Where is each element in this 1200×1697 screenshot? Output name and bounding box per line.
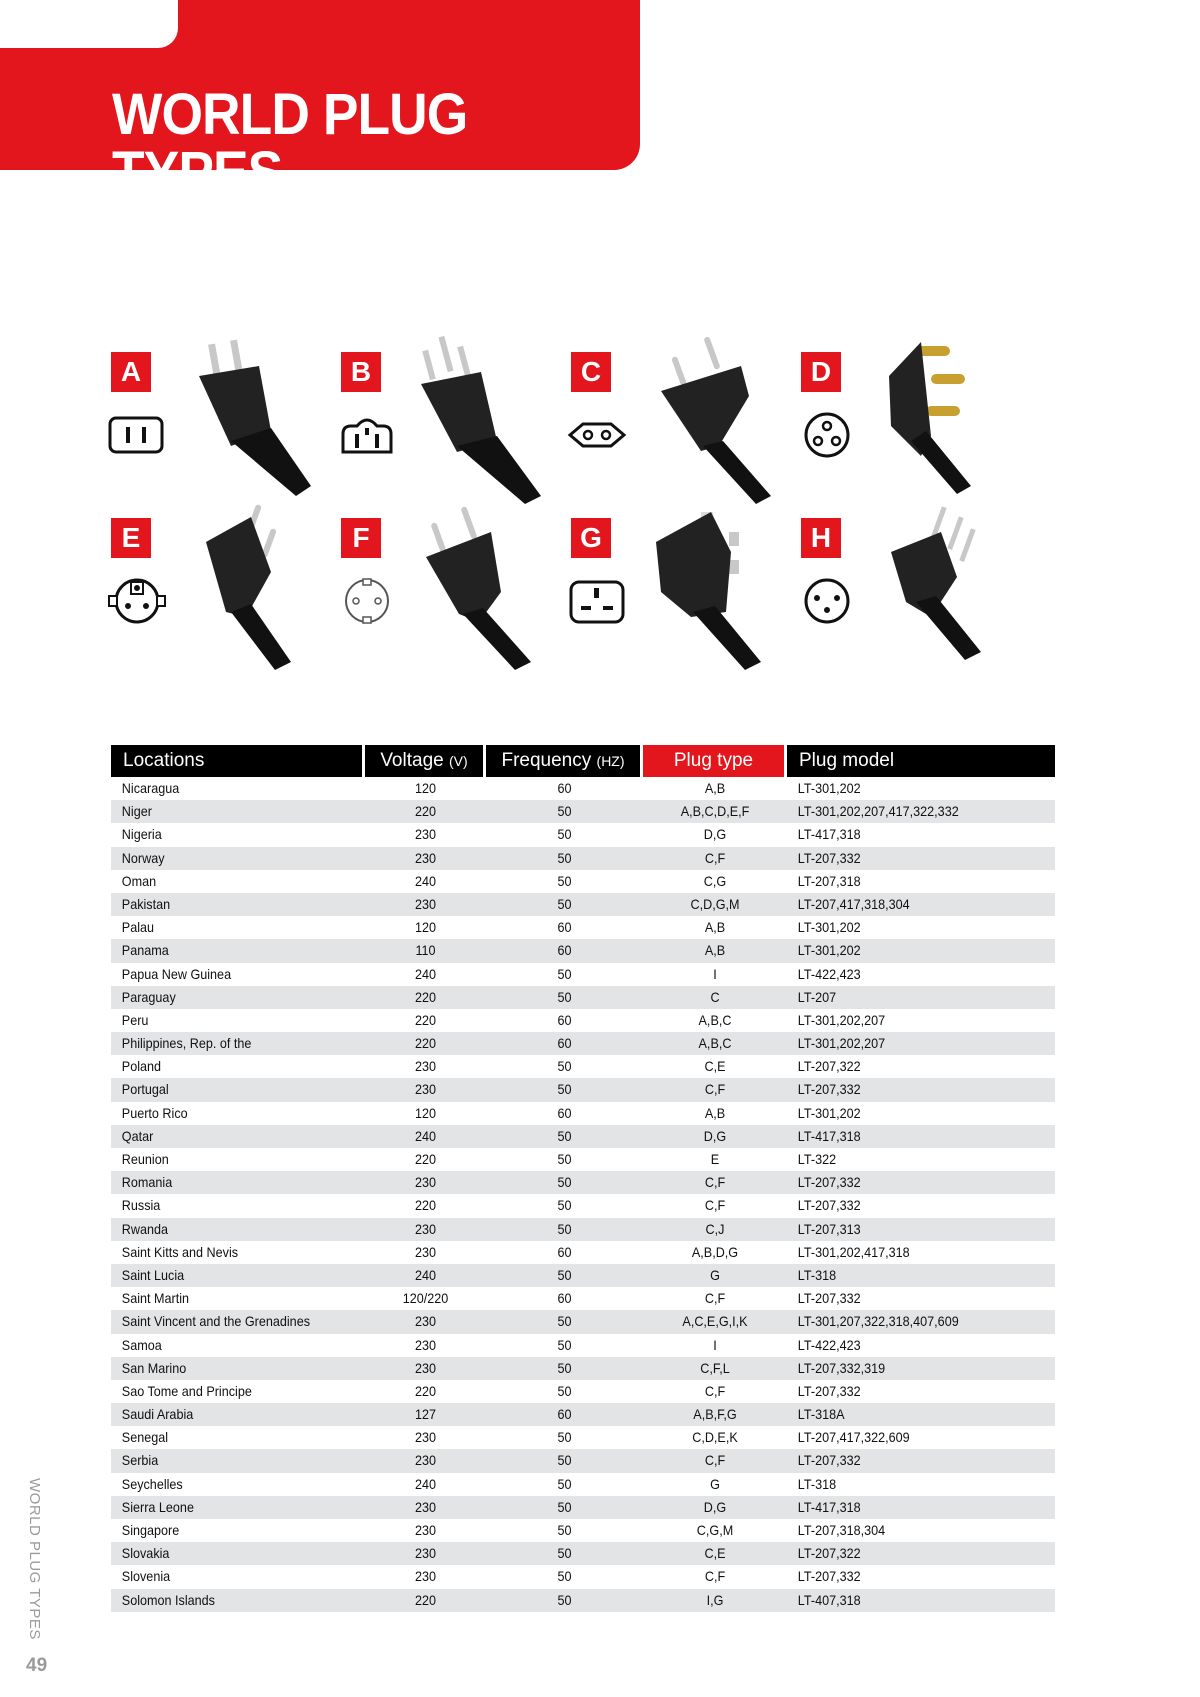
cell-location: Portugal xyxy=(121,1081,169,1098)
plug-h-photo xyxy=(861,502,1011,672)
table-row xyxy=(111,939,1055,962)
cell-plug-model: LT-417,318 xyxy=(797,826,861,843)
cell-location: Rwanda xyxy=(121,1220,169,1237)
cell-location: Saint Martin xyxy=(121,1290,190,1307)
table-row xyxy=(111,1589,1055,1612)
cell-voltage: 220 xyxy=(414,1011,437,1028)
plug-b-photo xyxy=(401,336,551,506)
plug-type-g xyxy=(571,518,791,678)
table-row xyxy=(111,1125,1055,1148)
cell-frequency: 50 xyxy=(557,895,572,912)
table-row xyxy=(111,823,1055,846)
cell-location: Saint Kitts and Nevis xyxy=(121,1243,239,1260)
cell-location: Panama xyxy=(121,942,169,959)
table-row xyxy=(111,1171,1055,1194)
cell-frequency: 50 xyxy=(557,1127,572,1144)
cell-frequency: 50 xyxy=(557,1058,572,1075)
cell-frequency: 50 xyxy=(557,1197,572,1214)
cell-frequency: 50 xyxy=(557,826,572,843)
table-row xyxy=(111,1102,1055,1125)
socket-b-icon xyxy=(337,410,397,460)
cell-plug-type: C,F xyxy=(704,1081,726,1098)
cell-frequency: 60 xyxy=(557,1035,572,1052)
cell-plug-type: C,J xyxy=(705,1220,725,1237)
plug-type-c xyxy=(571,352,791,512)
cell-plug-model: LT-207,332 xyxy=(797,1452,861,1469)
cell-plug-type: D,G xyxy=(703,1127,727,1144)
cell-frequency: 60 xyxy=(557,1243,572,1260)
cell-voltage: 230 xyxy=(414,1336,437,1353)
cell-plug-model: LT-301,207,322,318,407,609 xyxy=(797,1313,959,1330)
plug-type-h xyxy=(801,518,1021,678)
cell-plug-model: LT-318 xyxy=(797,1475,837,1492)
cell-plug-model: LT-301,202,417,318 xyxy=(797,1243,910,1260)
cell-frequency: 50 xyxy=(557,1568,572,1585)
cell-plug-type: C,D,E,K xyxy=(692,1429,738,1446)
plug-d-photo xyxy=(861,336,1011,506)
cell-plug-model: LT-207,332 xyxy=(797,1197,861,1214)
plug-letter-e: E xyxy=(111,518,151,558)
cell-plug-type: C,F xyxy=(704,849,726,866)
banner-notch xyxy=(0,0,178,48)
cell-frequency: 50 xyxy=(557,849,572,866)
cell-voltage: 110 xyxy=(415,942,436,959)
cell-plug-model: LT-301,202,207,417,322,332 xyxy=(797,803,959,820)
cell-plug-type: A,B,F,G xyxy=(693,1406,737,1423)
cell-voltage: 230 xyxy=(414,1429,437,1446)
cell-location: Slovenia xyxy=(121,1568,171,1585)
plug-letter-f: F xyxy=(341,518,381,558)
cell-frequency: 50 xyxy=(557,1359,572,1376)
plug-c-photo xyxy=(631,336,781,506)
cell-plug-type: C,E xyxy=(704,1058,726,1075)
cell-voltage: 220 xyxy=(414,1151,437,1167)
cell-location: Oman xyxy=(121,872,157,889)
cell-plug-model: LT-322 xyxy=(797,1151,837,1167)
cell-plug-type: I xyxy=(713,965,717,982)
cell-voltage: 230 xyxy=(414,1058,437,1075)
cell-voltage: 220 xyxy=(414,1382,437,1399)
cell-frequency: 50 xyxy=(557,1475,572,1492)
cell-plug-model: LT-301,202,207 xyxy=(797,1011,886,1028)
plug-letter-b: B xyxy=(341,352,381,392)
cell-voltage: 240 xyxy=(414,872,437,889)
cell-location: Singapore xyxy=(121,1522,180,1538)
cell-plug-model: LT-318 xyxy=(797,1266,837,1283)
cell-location: Sierra Leone xyxy=(121,1498,194,1515)
cell-plug-model: LT-207,332 xyxy=(797,1081,861,1098)
cell-voltage: 230 xyxy=(414,1081,437,1098)
plug-letter-h: H xyxy=(801,518,841,558)
cell-plug-model: LT-301,202 xyxy=(797,1104,861,1121)
cell-plug-model: LT-301,202 xyxy=(797,780,861,796)
cell-voltage: 240 xyxy=(414,1266,437,1283)
plug-f-photo xyxy=(401,502,551,672)
cell-plug-model: LT-207,322 xyxy=(797,1545,861,1562)
cell-plug-type: I,G xyxy=(706,1591,724,1608)
cell-voltage: 120 xyxy=(414,1104,437,1121)
cell-voltage: 220 xyxy=(414,803,437,820)
socket-g-icon xyxy=(567,576,627,626)
cell-plug-model: LT-422,423 xyxy=(797,1336,861,1353)
table-row xyxy=(111,1542,1055,1565)
cell-plug-type: C,F xyxy=(704,1290,726,1307)
cell-frequency: 50 xyxy=(557,1313,572,1330)
cell-plug-model: LT-207,332 xyxy=(797,1174,861,1191)
cell-plug-type: A,B xyxy=(704,919,726,936)
cell-location: Samoa xyxy=(121,1336,162,1353)
table-row xyxy=(111,1426,1055,1449)
cell-frequency: 50 xyxy=(557,1591,572,1608)
cell-frequency: 50 xyxy=(557,1151,572,1167)
plug-a-photo xyxy=(171,336,321,506)
cell-location: Reunion xyxy=(121,1151,169,1167)
cell-voltage: 230 xyxy=(414,1243,437,1260)
cell-frequency: 50 xyxy=(557,965,572,982)
cell-frequency: 60 xyxy=(557,1406,572,1423)
header-banner xyxy=(0,0,640,205)
cell-location: Romania xyxy=(121,1174,173,1191)
table-header xyxy=(111,745,1055,777)
cell-frequency: 50 xyxy=(557,1081,572,1098)
cell-frequency: 50 xyxy=(557,1498,572,1515)
cell-plug-type: A,B xyxy=(704,1104,726,1121)
cell-frequency: 50 xyxy=(557,1545,572,1562)
cell-plug-type: A,B,C,D,E,F xyxy=(680,803,750,820)
header-frequency: Frequency (HZ) xyxy=(486,745,643,777)
cell-voltage: 120 xyxy=(414,780,437,796)
cell-plug-type: C,F xyxy=(704,1174,726,1191)
cell-frequency: 50 xyxy=(557,988,572,1005)
cell-location: Pakistan xyxy=(121,895,171,912)
cell-plug-model: LT-417,318 xyxy=(797,1498,861,1515)
cell-frequency: 50 xyxy=(557,1220,572,1237)
plug-type-a xyxy=(111,352,331,512)
cell-frequency: 50 xyxy=(557,872,572,889)
header-plug-type: Plug type xyxy=(643,745,787,777)
table-row xyxy=(111,1009,1055,1032)
cell-plug-type: C,F xyxy=(704,1452,726,1469)
cell-frequency: 60 xyxy=(557,780,572,796)
cell-plug-type: I xyxy=(713,1336,717,1353)
socket-c-icon xyxy=(567,410,627,460)
cell-plug-type: C,D,G,M xyxy=(690,895,740,912)
cell-voltage: 230 xyxy=(414,1498,437,1515)
table-row xyxy=(111,893,1055,916)
socket-h-icon xyxy=(797,576,857,626)
table-row xyxy=(111,1357,1055,1380)
cell-plug-model: LT-207,313 xyxy=(797,1220,861,1237)
cell-plug-model: LT-422,423 xyxy=(797,965,861,982)
cell-frequency: 60 xyxy=(557,919,572,936)
cell-location: Philippines, Rep. of the xyxy=(121,1035,252,1052)
cell-plug-model: LT-207,318,304 xyxy=(797,1522,886,1538)
table-row xyxy=(111,916,1055,939)
cell-plug-model: LT-207,417,322,609 xyxy=(797,1429,910,1446)
cell-frequency: 50 xyxy=(557,1429,572,1446)
cell-plug-model: LT-207,332 xyxy=(797,1568,861,1585)
cell-plug-model: LT-207,332 xyxy=(797,1382,861,1399)
table-row xyxy=(111,1449,1055,1472)
header-voltage: Voltage (V) xyxy=(365,745,486,777)
plug-e-photo xyxy=(171,502,321,672)
cell-location: Niger xyxy=(121,803,152,820)
cell-frequency: 50 xyxy=(557,1382,572,1399)
socket-e-icon xyxy=(107,576,167,626)
cell-voltage: 240 xyxy=(414,1127,437,1144)
table-row xyxy=(111,777,1055,800)
cell-plug-type: G xyxy=(710,1475,720,1492)
plug-type-b xyxy=(341,352,561,512)
cell-voltage: 240 xyxy=(414,965,437,982)
cell-plug-type: A,C,E,G,I,K xyxy=(682,1313,748,1330)
cell-location: Serbia xyxy=(121,1452,159,1469)
cell-plug-model: LT-207,417,318,304 xyxy=(797,895,910,912)
cell-frequency: 50 xyxy=(557,803,572,820)
cell-plug-model: LT-207,318 xyxy=(797,872,861,889)
cell-plug-type: A,B xyxy=(704,942,726,959)
cell-plug-type: A,B,C xyxy=(698,1035,732,1052)
table-row xyxy=(111,870,1055,893)
table-row xyxy=(111,1078,1055,1101)
cell-frequency: 60 xyxy=(557,1011,572,1028)
cell-plug-type: A,B,C xyxy=(698,1011,732,1028)
cell-location: Saint Lucia xyxy=(121,1266,185,1283)
table-row xyxy=(111,963,1055,986)
plug-letter-d: D xyxy=(801,352,841,392)
cell-location: Papua New Guinea xyxy=(121,965,232,982)
cell-location: Saudi Arabia xyxy=(121,1406,194,1423)
cell-location: Qatar xyxy=(121,1127,154,1144)
cell-plug-type: D,G xyxy=(703,1498,727,1515)
table-row xyxy=(111,1473,1055,1496)
cell-plug-type: C,G,M xyxy=(696,1522,734,1538)
header-plug-model: Plug model xyxy=(787,745,1055,777)
cell-frequency: 50 xyxy=(557,1336,572,1353)
cell-plug-type: C,E xyxy=(704,1545,726,1562)
cell-voltage: 230 xyxy=(414,1545,437,1562)
cell-location: Paraguay xyxy=(121,988,176,1005)
cell-plug-type: C xyxy=(710,988,720,1005)
cell-plug-type: D,G xyxy=(703,826,727,843)
cell-frequency: 50 xyxy=(557,1266,572,1283)
cell-location: Slovakia xyxy=(121,1545,170,1562)
cell-plug-model: LT-318A xyxy=(797,1406,845,1423)
table-row xyxy=(111,1496,1055,1519)
socket-a-icon xyxy=(107,410,167,460)
cell-location: Russia xyxy=(121,1197,161,1214)
cell-plug-type: C,F,L xyxy=(700,1359,730,1376)
cell-plug-model: LT-301,202,207 xyxy=(797,1035,886,1052)
cell-plug-type: C,F xyxy=(704,1568,726,1585)
cell-voltage: 220 xyxy=(414,1035,437,1052)
cell-plug-model: LT-207,332 xyxy=(797,849,861,866)
cell-plug-type: E xyxy=(710,1151,720,1167)
cell-voltage: 230 xyxy=(414,1174,437,1191)
cell-location: Sao Tome and Principe xyxy=(121,1382,252,1399)
cell-voltage: 230 xyxy=(414,1568,437,1585)
cell-plug-model: LT-417,318 xyxy=(797,1127,861,1144)
cell-plug-type: C,F xyxy=(704,1382,726,1399)
socket-d-icon xyxy=(797,410,857,460)
cell-location: Puerto Rico xyxy=(121,1104,188,1121)
cell-location: Nicaragua xyxy=(121,780,180,796)
cell-voltage: 230 xyxy=(414,1452,437,1469)
cell-plug-type: C,F xyxy=(704,1197,726,1214)
table-row xyxy=(111,986,1055,1009)
cell-plug-type: A,B,D,G xyxy=(691,1243,739,1260)
socket-f-icon xyxy=(337,576,397,626)
cell-voltage: 220 xyxy=(414,1197,437,1214)
cell-location: Nigeria xyxy=(121,826,162,843)
cell-plug-type: C,G xyxy=(703,872,727,889)
cell-voltage: 230 xyxy=(414,849,437,866)
cell-voltage: 240 xyxy=(414,1475,437,1492)
cell-location: Poland xyxy=(121,1058,162,1075)
table-row xyxy=(111,1403,1055,1426)
header-locations: Locations xyxy=(111,745,365,777)
cell-frequency: 60 xyxy=(557,942,572,959)
cell-voltage: 230 xyxy=(414,1220,437,1237)
cell-voltage: 120/220 xyxy=(402,1290,449,1307)
cell-voltage: 220 xyxy=(414,1591,437,1608)
plug-type-d xyxy=(801,352,1021,512)
table-row xyxy=(111,1565,1055,1588)
cell-plug-model: LT-207,332 xyxy=(797,1290,861,1307)
plug-letter-c: C xyxy=(571,352,611,392)
cell-voltage: 220 xyxy=(414,988,437,1005)
table-row xyxy=(111,1264,1055,1287)
cell-voltage: 230 xyxy=(414,1359,437,1376)
cell-plug-model: LT-207,322 xyxy=(797,1058,861,1075)
cell-location: Norway xyxy=(121,849,165,866)
table-row xyxy=(111,1218,1055,1241)
cell-plug-type: A,B xyxy=(704,780,726,796)
cell-plug-model: LT-207,332,319 xyxy=(797,1359,886,1376)
cell-plug-model: LT-301,202 xyxy=(797,919,861,936)
table-row xyxy=(111,1194,1055,1217)
cell-location: Seychelles xyxy=(121,1475,183,1492)
plug-letter-g: G xyxy=(571,518,611,558)
plug-letter-a: A xyxy=(111,352,151,392)
cell-location: Solomon Islands xyxy=(121,1591,215,1608)
cell-location: Senegal xyxy=(121,1429,169,1446)
table-row xyxy=(111,1287,1055,1310)
cell-voltage: 127 xyxy=(414,1406,437,1423)
table-row xyxy=(111,1055,1055,1078)
cell-location: Peru xyxy=(121,1011,149,1028)
cell-plug-model: LT-407,318 xyxy=(797,1591,861,1608)
table-row xyxy=(111,800,1055,823)
cell-voltage: 230 xyxy=(414,1522,437,1538)
cell-voltage: 230 xyxy=(414,1313,437,1330)
table-row xyxy=(111,1148,1055,1171)
page-title: WORLD PLUG TYPES xyxy=(112,82,468,205)
table-row xyxy=(111,1380,1055,1403)
plug-type-f xyxy=(341,518,561,678)
cell-location: Palau xyxy=(121,919,155,936)
table-row xyxy=(111,1334,1055,1357)
plug-g-photo xyxy=(631,502,781,672)
table-row xyxy=(111,1519,1055,1542)
page-number: 49 xyxy=(26,1655,48,1676)
cell-frequency: 60 xyxy=(557,1104,572,1121)
table-row xyxy=(111,1310,1055,1333)
cell-plug-model: LT-207 xyxy=(797,988,837,1005)
table-body xyxy=(111,777,1055,1612)
table-row xyxy=(111,1032,1055,1055)
table-row xyxy=(111,1241,1055,1264)
cell-frequency: 60 xyxy=(557,1290,572,1307)
plug-type-e xyxy=(111,518,331,678)
cell-voltage: 120 xyxy=(414,919,437,936)
table-row xyxy=(111,847,1055,870)
cell-location: San Marino xyxy=(121,1359,187,1376)
cell-location: Saint Vincent and the Grenadines xyxy=(121,1313,311,1330)
cell-voltage: 230 xyxy=(414,895,437,912)
cell-frequency: 50 xyxy=(557,1452,572,1469)
cell-plug-model: LT-301,202 xyxy=(797,942,861,959)
plug-table xyxy=(111,745,1055,1612)
side-label: WORLD PLUG TYPES xyxy=(26,1478,43,1640)
cell-frequency: 50 xyxy=(557,1522,572,1538)
cell-voltage: 230 xyxy=(414,826,437,843)
cell-frequency: 50 xyxy=(557,1174,572,1191)
cell-plug-type: G xyxy=(710,1266,720,1283)
